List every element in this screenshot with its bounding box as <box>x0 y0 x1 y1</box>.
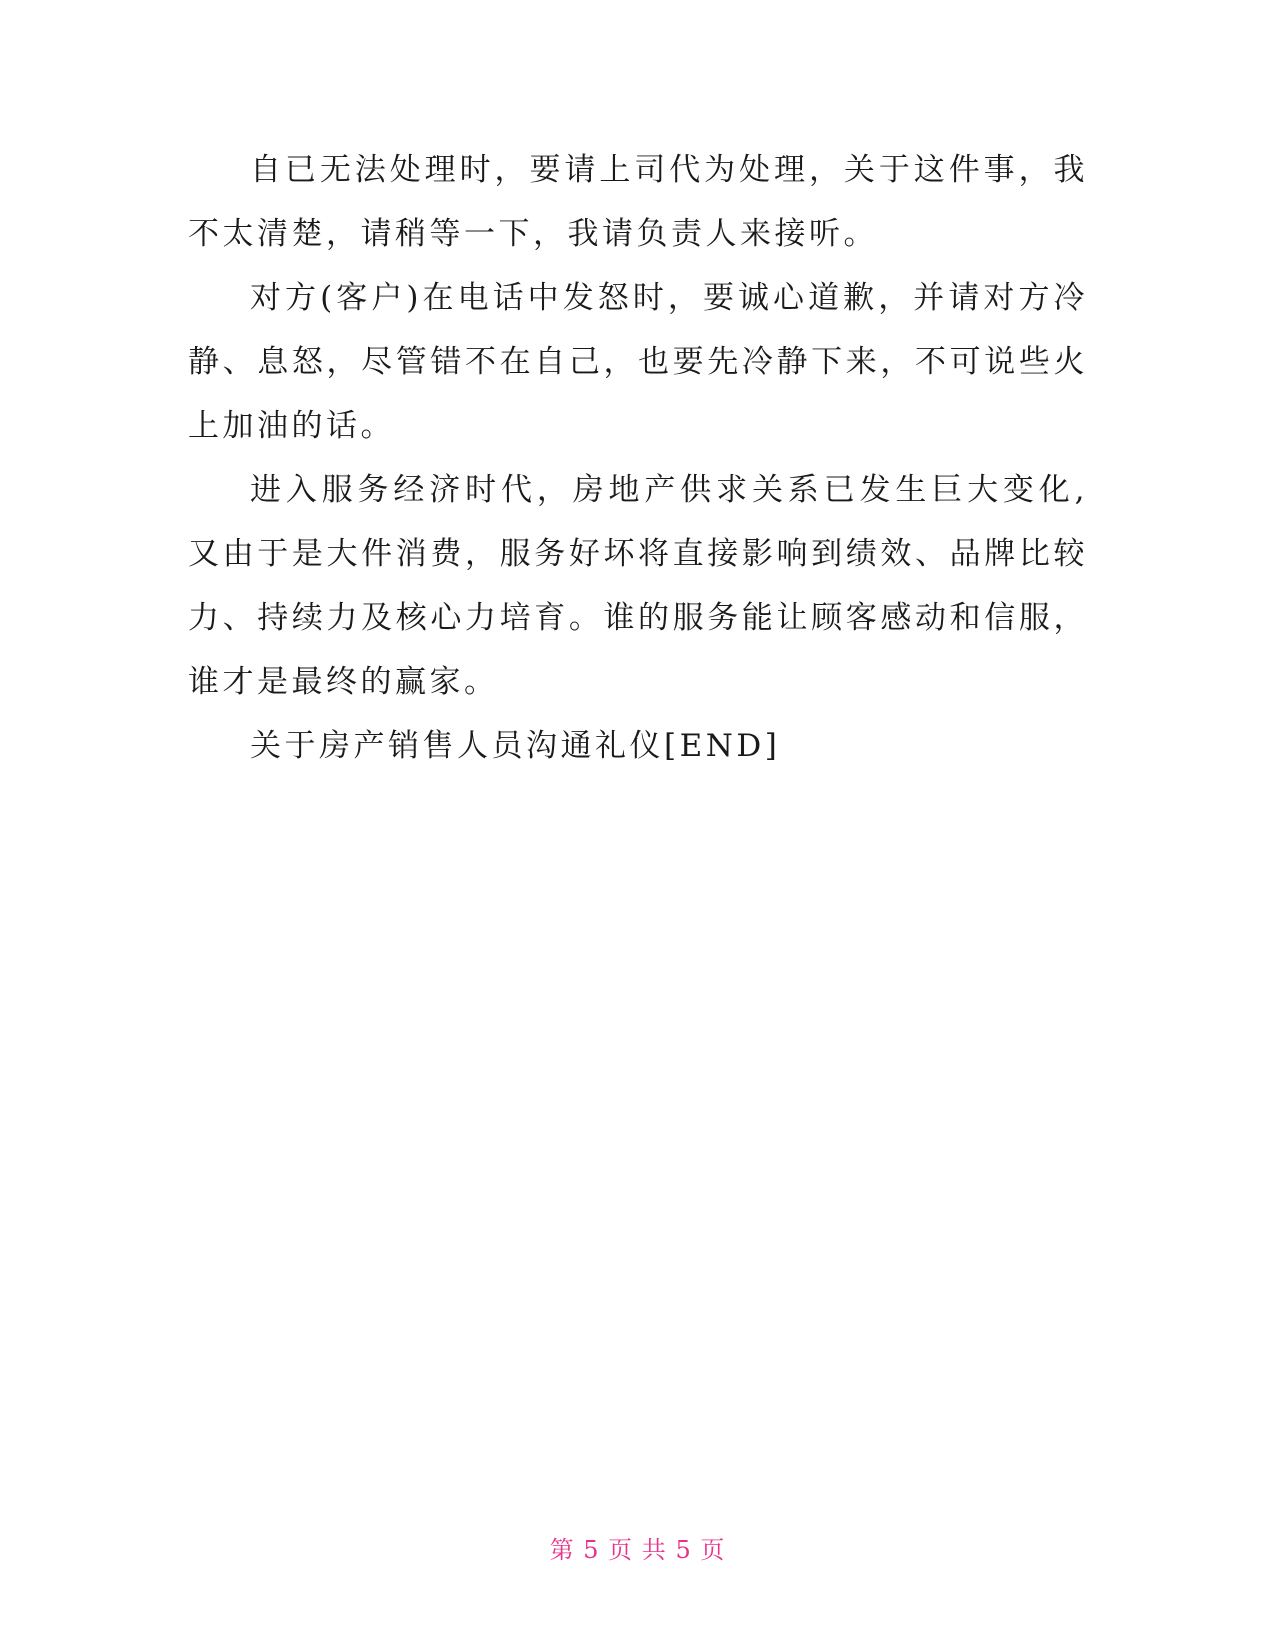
document-body <box>188 138 1088 778</box>
paragraph-4-end-title: 关于房产销售人员沟通礼仪[END] <box>250 728 781 764</box>
paragraph-3: 进入服务经济时代，房地产供求关系已发生巨大变化,又由于是大件消费，服务好坏将直接影响到绩效、品牌比较力、持续力及核心力培育。谁的服务能让顾客感动和信服，谁才是最终的赢家。 <box>188 472 1088 700</box>
paragraph-1: 自已无法处理时，要请上司代为处理，关于这件事，我不太清楚，请稍等一下，我请负责人来接听。 <box>188 152 1088 252</box>
paragraph-2: 对方(客户)在电话中发怒时，要诚心道歉，并请对方冷静、息怒，尽管错不在自己，也要先冷静下来，不可说些火上加油的话。 <box>188 280 1088 444</box>
page-number: 第 5 页 共 5 页 <box>549 1536 726 1564</box>
page-footer <box>0 1530 1275 1565</box>
